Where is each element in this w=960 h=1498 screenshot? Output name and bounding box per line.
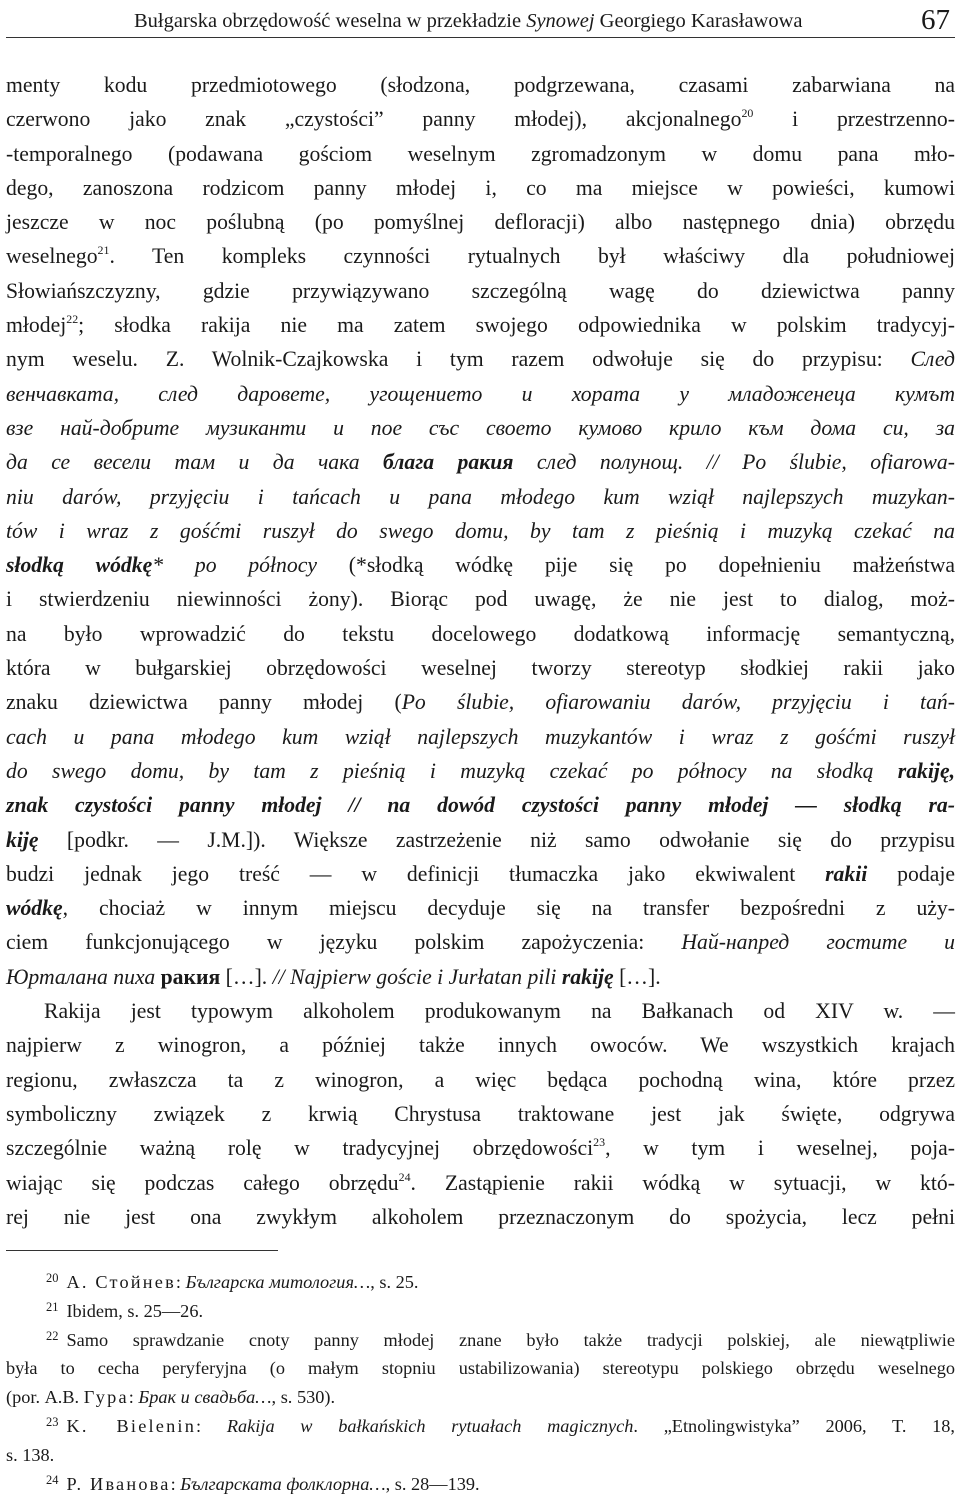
footnote-20: $^{20}$ А. Стойнев: Българска митология…, s. 25. [46, 1271, 419, 1292]
text-line: młodej$^{22}$; słodka rakija nie ma zatem swojego odpowiednika w polskim tradycyj- [6, 312, 955, 338]
footnote-22-line: (por. А.В. Гура: Брак и свадьба…, s. 530). [6, 1387, 336, 1408]
footnote-24: $^{24}$ Р. Иванова: Българската фолклорна…, s. 28—139. [46, 1472, 480, 1494]
text-line: niu darów, przyjęciu i tańcach u pana młodego kum wziął najlepszych muzykan- [6, 484, 955, 509]
text-line: najpierw z winogron, a później także innych owoców. We wszystkich krajach [6, 1033, 955, 1058]
text-line: Rakija jest typowym alkoholem produkowanym na Bałkanach od XIV w. — [44, 999, 955, 1024]
footnote-ref-24: 24 [398, 1169, 411, 1184]
text-line: венчавката, след даровете, угощението и хората у младоженеца кумът [6, 381, 955, 406]
text-line: да се весели там и да чака блага ракия след полунощ. // Po ślubie, ofiarowa- [6, 450, 955, 475]
text-line: na było wprowadzić do tekstu docelowego dodatkową informację semantyczną, [6, 621, 955, 646]
text-line: dego, zanoszona rodzicom panny młodej i, co ma miejsce w powieści, kumowi [6, 175, 955, 200]
text-line: weselnego$^{21}$. Ten kompleks czynności rytualnych był właściwy dla południowej [6, 243, 955, 269]
text-line: do swego domu, by tam z pieśnią i muzyką czekać po północy na słodką rakiję, [6, 758, 955, 783]
text-line: Słowiańszczyzny, gdzie przywiązywano szczególną wagę do dziewictwa panny [6, 278, 955, 303]
footnote-ref-22: 22 [66, 312, 79, 327]
page-number: 67 [921, 4, 950, 36]
text-line: menty kodu przedmiotowego (słodzona, podgrzewana, czasami zabarwiana na [6, 73, 955, 97]
text-line: ciem funkcjonującego w języku polskim zapożyczenia: Най-напред гостите и [6, 930, 955, 955]
footnote-ref-21: 21 [97, 243, 110, 258]
footnote-rule [6, 1250, 278, 1251]
text-line: tów i wraz z gośćmi ruszył do swego domu, by tam z pieśnią i muzyką czekać na [6, 518, 955, 543]
text-line: budzi jednak jego treść — w definicji tłumaczka jako ekwiwalent rakii podaje [6, 861, 955, 886]
footnote-23: $^{23}$ K. Bielenin: Rakija w bałkańskich rytuałach magicznych. „Etnolingwistyka” 2006, T. 18, [46, 1415, 955, 1436]
footnote-ref-20: 20 [741, 106, 754, 121]
text-line: wiając się podczas całego obrzędu$^{24}$. Zastąpienie rakii wódką w sytuacji, w któ- [6, 1169, 955, 1195]
text-line: nym weselu. Z. Wolnik-Czajkowska i tym razem odwołuje się do przypisu: След [6, 347, 955, 372]
footnote-22-line: była to cecha peryferyjna (o małym stopniu ustabilizowania) stereotypu polskiego obrzędu weselnego [6, 1358, 955, 1379]
footnote-22: $^{22}$ Samo sprawdzanie cnoty panny młodej znane było także tradycji polskiej, ale niewątpliwie [46, 1329, 955, 1350]
text-line: wódkę, chociaż w innym miejscu decyduje się na transfer bezpośredni z uży- [6, 896, 955, 921]
text-line: cach u pana młodego kum wziął najlepszych muzykantów i wraz z gośćmi ruszył [6, 724, 955, 749]
footnote-23-line: s. 138. [6, 1444, 55, 1465]
text-line: znaku dziewictwa panny młodej (Po ślubie, ofiarowaniu darów, przyjęciu i tań- [6, 690, 955, 715]
running-head-title: Bułgarska obrzędowość weselna w przekładzie Synowej Georgiego Karasławowa [134, 10, 803, 32]
text-line: słodką wódkę* po północy (*słodką wódkę pije się po dopełnieniu małżeństwa [6, 553, 956, 578]
text-line: znak czystości panny młodej // na dowód czystości panny młodej — słodką ra- [6, 793, 955, 818]
running-head [6, 4, 954, 34]
header-rule [6, 37, 955, 38]
text-line: kiję [podkr. — J.M.]). Większe zastrzeżenie niż samo odwołanie się do przypisu [6, 827, 955, 852]
text-line: szczególnie ważną rolę w tradycyjnej obrzędowości$^{23}$, w tym i weselnej, poja- [6, 1135, 955, 1161]
text-line: jeszcze w noc poślubną (po pomyślnej defloracji) albo następnego dnia) obrzędu [6, 210, 955, 235]
footnotes [6, 1268, 955, 1498]
text-line: czerwono jako znak „czystości” panny młodej), akcjonalnego$^{20}$ i przestrzenno- [6, 106, 955, 132]
text-line: Юрталана пиха ракия […]. // Najpierw goście i Jurłatan pili rakiję […]. [6, 964, 661, 989]
body-text [6, 68, 955, 1234]
text-line: -temporalnego (podawana gościom weselnym zgromadzonym w domu pana mło- [6, 141, 955, 166]
text-line: regionu, zwłaszcza ta z winogron, a więc będąca pochodną wina, które przez [6, 1067, 955, 1092]
footnote-ref-23: 23 [593, 1135, 606, 1150]
text-line: rej nie jest ona zwykłym alkoholem przeznaczonym do spożycia, lecz pełni [6, 1204, 955, 1229]
footnote-21: $^{21}$ Ibidem, s. 25—26. [46, 1300, 204, 1321]
text-line: i stwierdzeniu niewinności żony). Biorąc pod uwagę, że nie jest to dialog, moż- [6, 587, 955, 612]
text-line: symboliczny związek z krwią Chrystusa traktowane jest jak święte, odgrywa [6, 1101, 955, 1126]
text-line: która w bułgarskiej obrzędowości weselnej tworzy stereotyp słodkiej rakii jako [6, 656, 955, 681]
text-line: взе най-добрите музиканти и пое със своето кумово крило към дома си, за [6, 415, 955, 440]
